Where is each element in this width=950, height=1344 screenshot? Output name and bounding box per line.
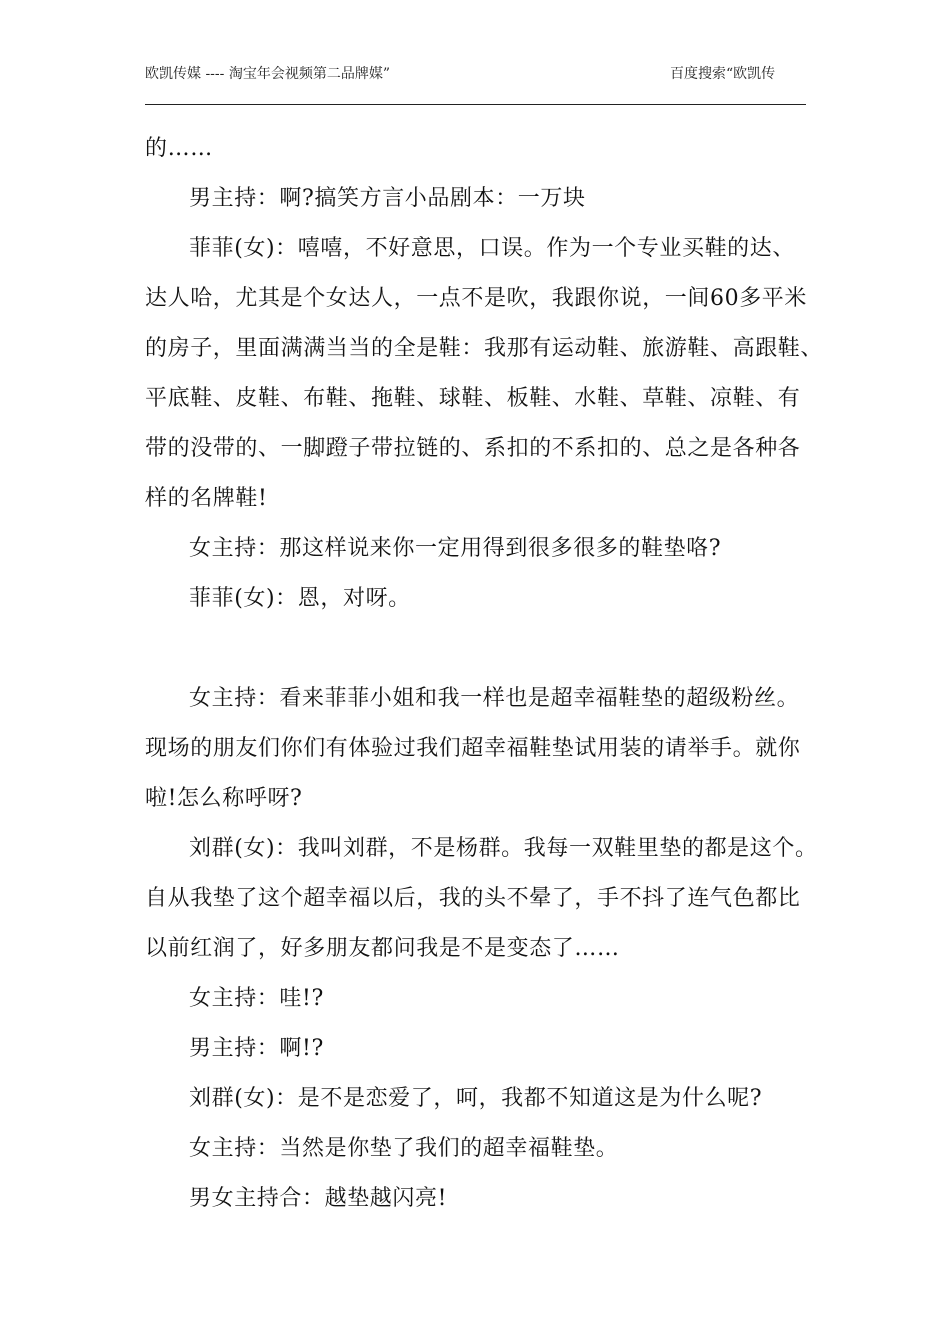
text-line: 带的没带的、一脚蹬子带拉链的、系扣的不系扣的、总之是各种各: [145, 436, 801, 461]
text-line: 的房子，里面满满当当的全是鞋：我那有运动鞋、旅游鞋、高跟鞋、: [145, 336, 824, 361]
page-header: [145, 66, 806, 105]
text-line: 样的名牌鞋!: [145, 486, 268, 511]
text-line: 啦!怎么称呼呀?: [145, 786, 303, 811]
text-line: 刘群(女)：是不是恋爱了，呵，我都不知道这是为什么呢?: [189, 1086, 763, 1111]
header-left-text: 欧凯传媒 ---- 淘宝年会视频第二品牌媒”: [145, 66, 390, 82]
text-line: 菲菲(女)：恩，对呀。: [189, 586, 411, 611]
text-line: 女主持：那这样说来你一定用得到很多很多的鞋垫咯?: [189, 536, 722, 561]
text-line: 的……: [145, 136, 213, 161]
text-line: 男主持：啊!?: [189, 1036, 324, 1061]
text-line: 自从我垫了这个超幸福以后，我的头不晕了，手不抖了连气色都比: [145, 886, 801, 911]
text-line: 菲菲(女)：嘻嘻，不好意思，口误。作为一个专业买鞋的达、: [189, 236, 795, 261]
text-line: 女主持：哇!?: [189, 986, 324, 1011]
text-line: 达人哈，尤其是个女达人，一点不是吹，我跟你说，一间60多平米: [145, 286, 807, 311]
text-line: 男主持：啊?搞笑方言小品剧本：一万块: [189, 186, 586, 211]
text-line: 女主持：当然是你垫了我们的超幸福鞋垫。: [189, 1136, 619, 1161]
text-line: 平底鞋、皮鞋、布鞋、拖鞋、球鞋、板鞋、水鞋、草鞋、凉鞋、有: [145, 386, 801, 411]
text-line: 男女主持合：越垫越闪亮!: [189, 1186, 448, 1211]
text-line: 女主持：看来菲菲小姐和我一样也是超幸福鞋垫的超级粉丝。: [189, 686, 800, 711]
text-line: 现场的朋友们你们有体验过我们超幸福鞋垫试用装的请举手。就你: [145, 736, 801, 761]
header-right-text: 百度搜索“欧凯传: [670, 66, 776, 82]
text-line: 以前红润了，好多朋友都问我是不是变态了……: [145, 936, 620, 961]
text-line: 刘群(女)：我叫刘群，不是杨群。我每一双鞋里垫的都是这个。: [189, 836, 818, 861]
